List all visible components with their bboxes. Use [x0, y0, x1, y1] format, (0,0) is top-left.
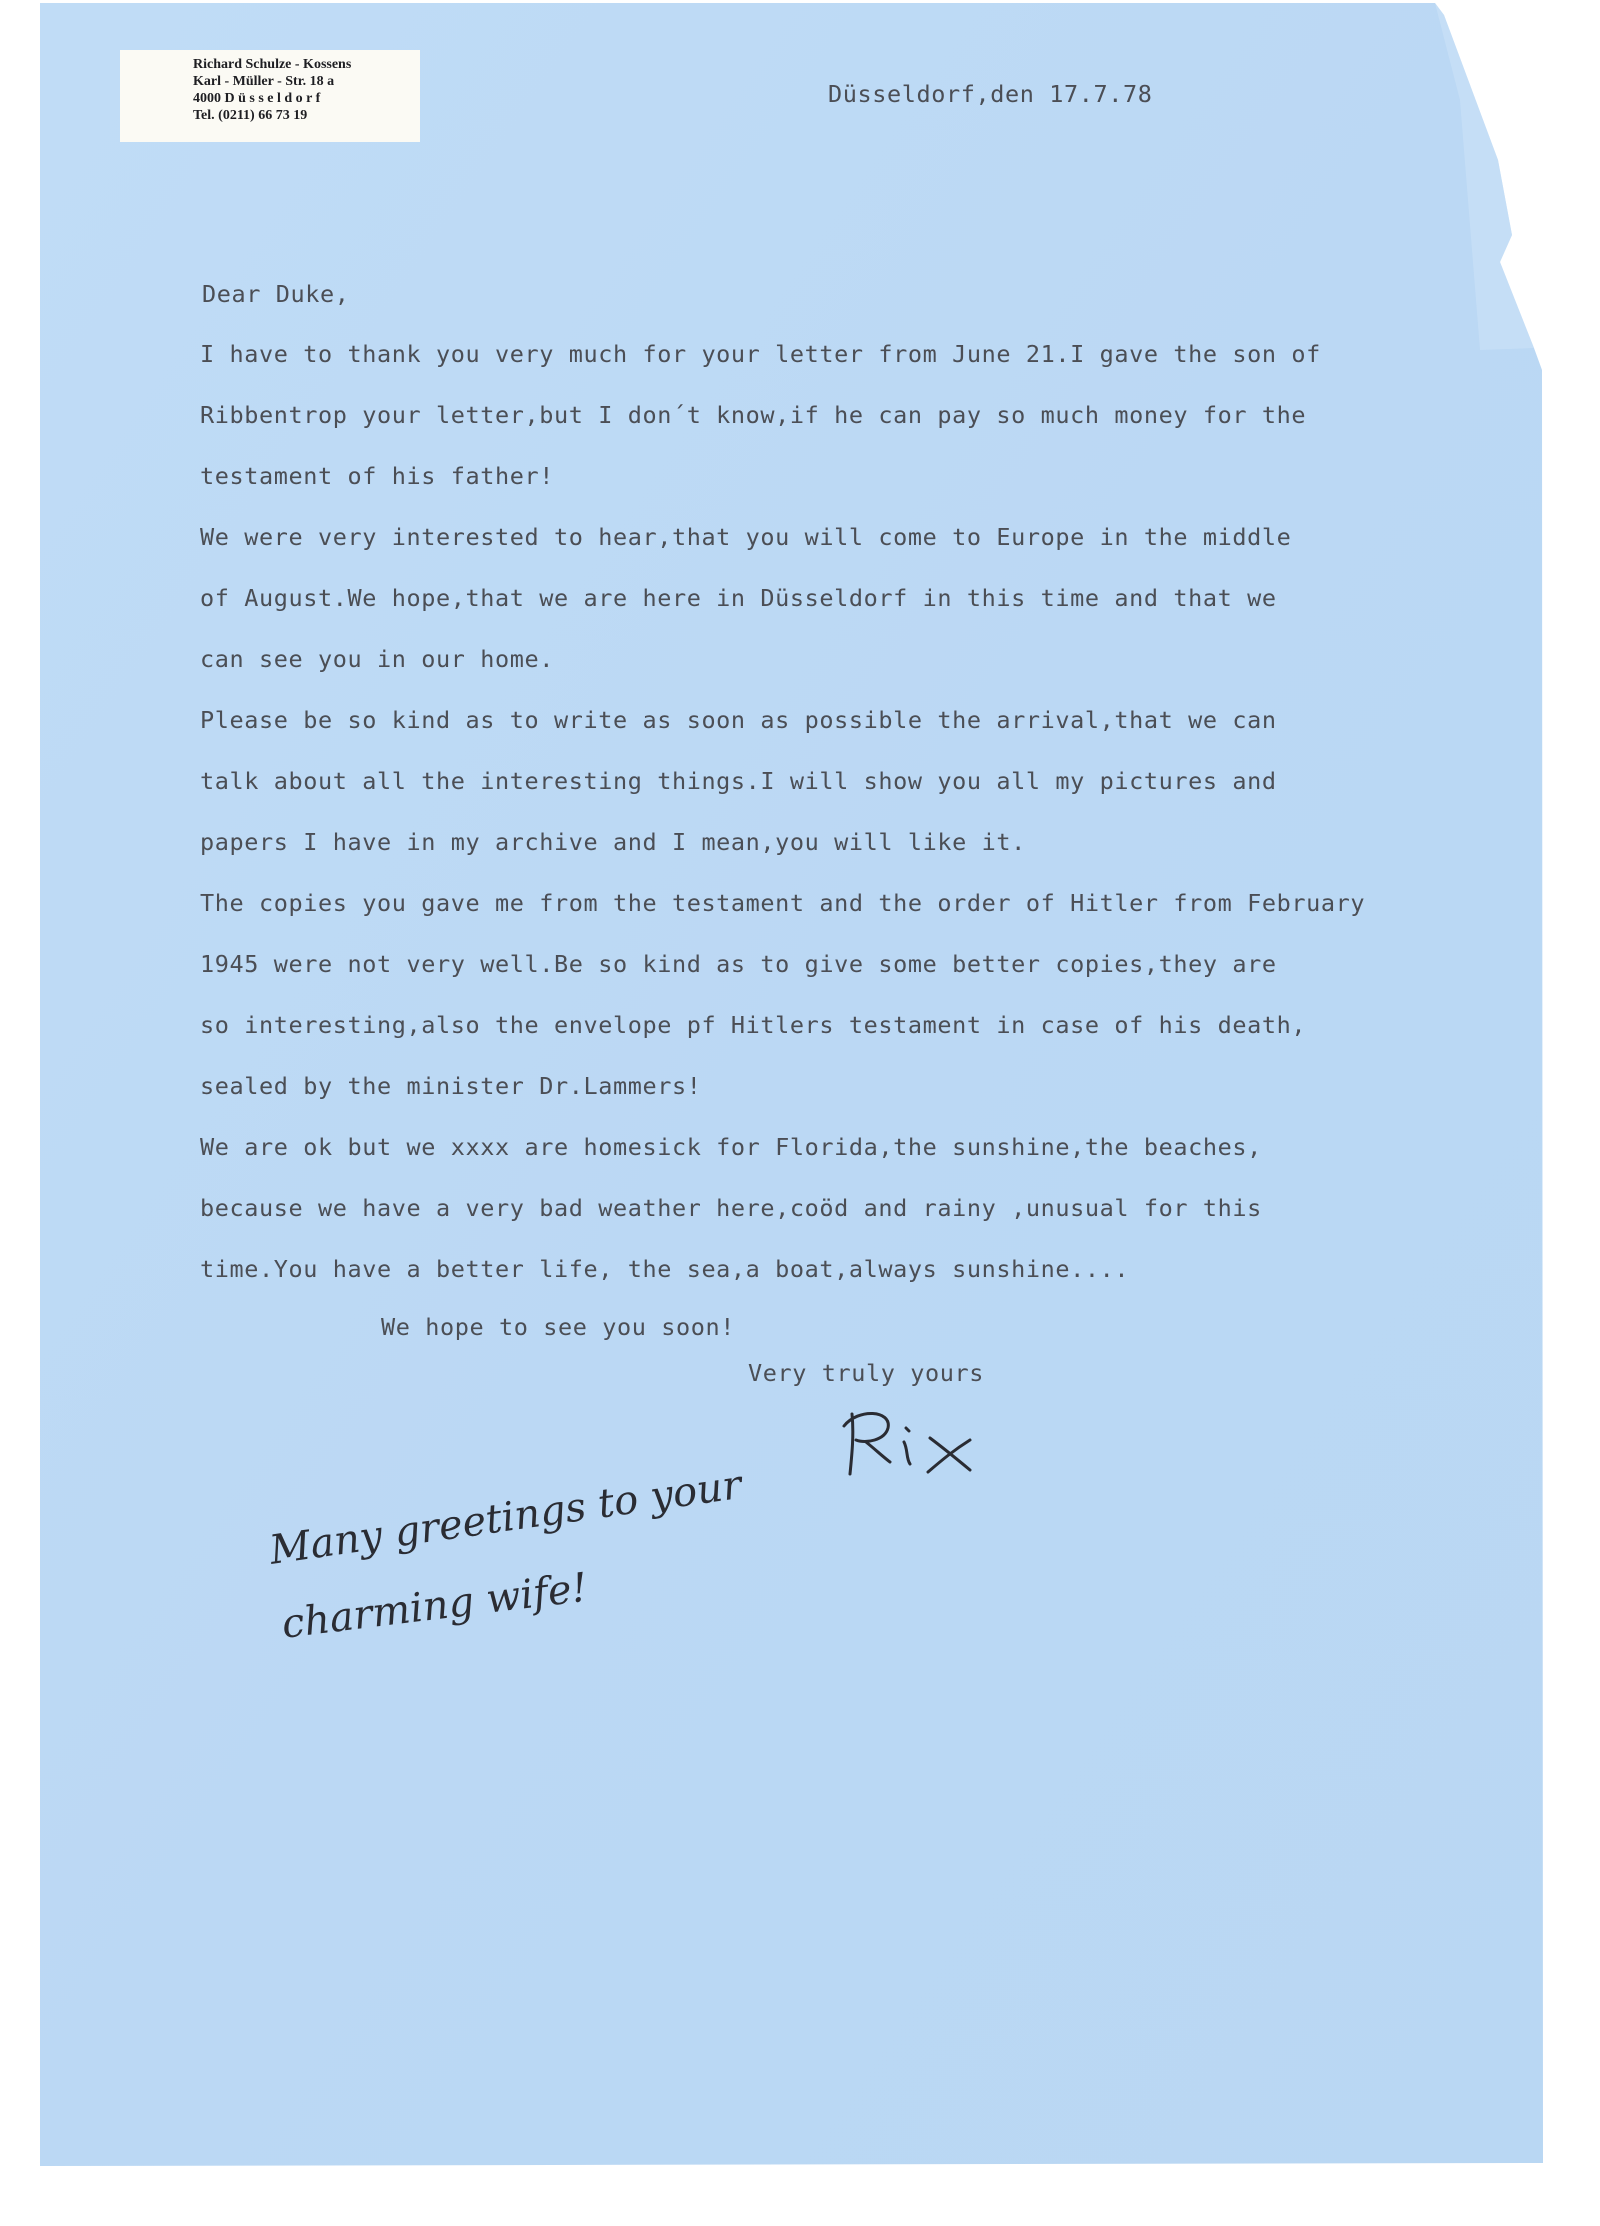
postscript-line-2: charming wife!: [279, 1564, 591, 1648]
closing-yours: Very truly yours: [748, 1359, 984, 1387]
body-line: We were very interested to hear,that you will come to Europe in the middle: [200, 523, 1292, 551]
letterhead-city: 4000 D ü s s e l d o r f: [193, 91, 321, 106]
postscript-line-1: Many greetings to your: [266, 1461, 745, 1574]
address-label: [120, 50, 420, 142]
body-line: 1945 were not very well.Be so kind as to give some better copies,they are: [200, 950, 1277, 978]
body-line: can see you in our home.: [200, 645, 554, 673]
signature: [830, 1398, 1000, 1478]
body-line: Please be so kind as to write as soon as possible the arrival,that we can: [200, 706, 1277, 734]
body-line: Ribbentrop your letter,but I don´t know,if he can pay so much money for the: [200, 401, 1307, 429]
body-line: The copies you gave me from the testament and the order of Hitler from February: [200, 889, 1366, 917]
salutation: Dear Duke,: [202, 280, 350, 308]
body-line: of August.We hope,that we are here in Düsseldorf in this time and that we: [200, 584, 1277, 612]
body-line: papers I have in my archive and I mean,you will like it.: [200, 828, 1026, 856]
letterhead-phone: Tel. (0211) 66 73 19: [193, 108, 308, 123]
body-line: so interesting,also the envelope pf Hitlers testament in case of his death,: [200, 1011, 1307, 1039]
letterhead-street: Karl - Müller - Str. 18 a: [193, 74, 335, 89]
closing-hope: We hope to see you soon!: [381, 1313, 735, 1341]
letterhead-name: Richard Schulze - Kossens: [193, 57, 352, 72]
body-line: sealed by the minister Dr.Lammers!: [200, 1072, 702, 1100]
body-line: We are ok but we xxxx are homesick for Florida,the sunshine,the beaches,: [200, 1133, 1262, 1161]
body-line: testament of his father!: [200, 462, 554, 490]
body-line: I have to thank you very much for your letter from June 21.I gave the son of: [200, 340, 1321, 368]
date-line: Düsseldorf,den 17.7.78: [828, 80, 1153, 108]
handwritten-postscript: [266, 1461, 890, 1680]
body-line: time.You have a better life, the sea,a boat,always sunshine....: [200, 1255, 1130, 1283]
body-line: talk about all the interesting things.I will show you all my pictures and: [200, 767, 1277, 795]
body-line: because we have a very bad weather here,coöd and rainy ,unusual for this: [200, 1194, 1262, 1222]
